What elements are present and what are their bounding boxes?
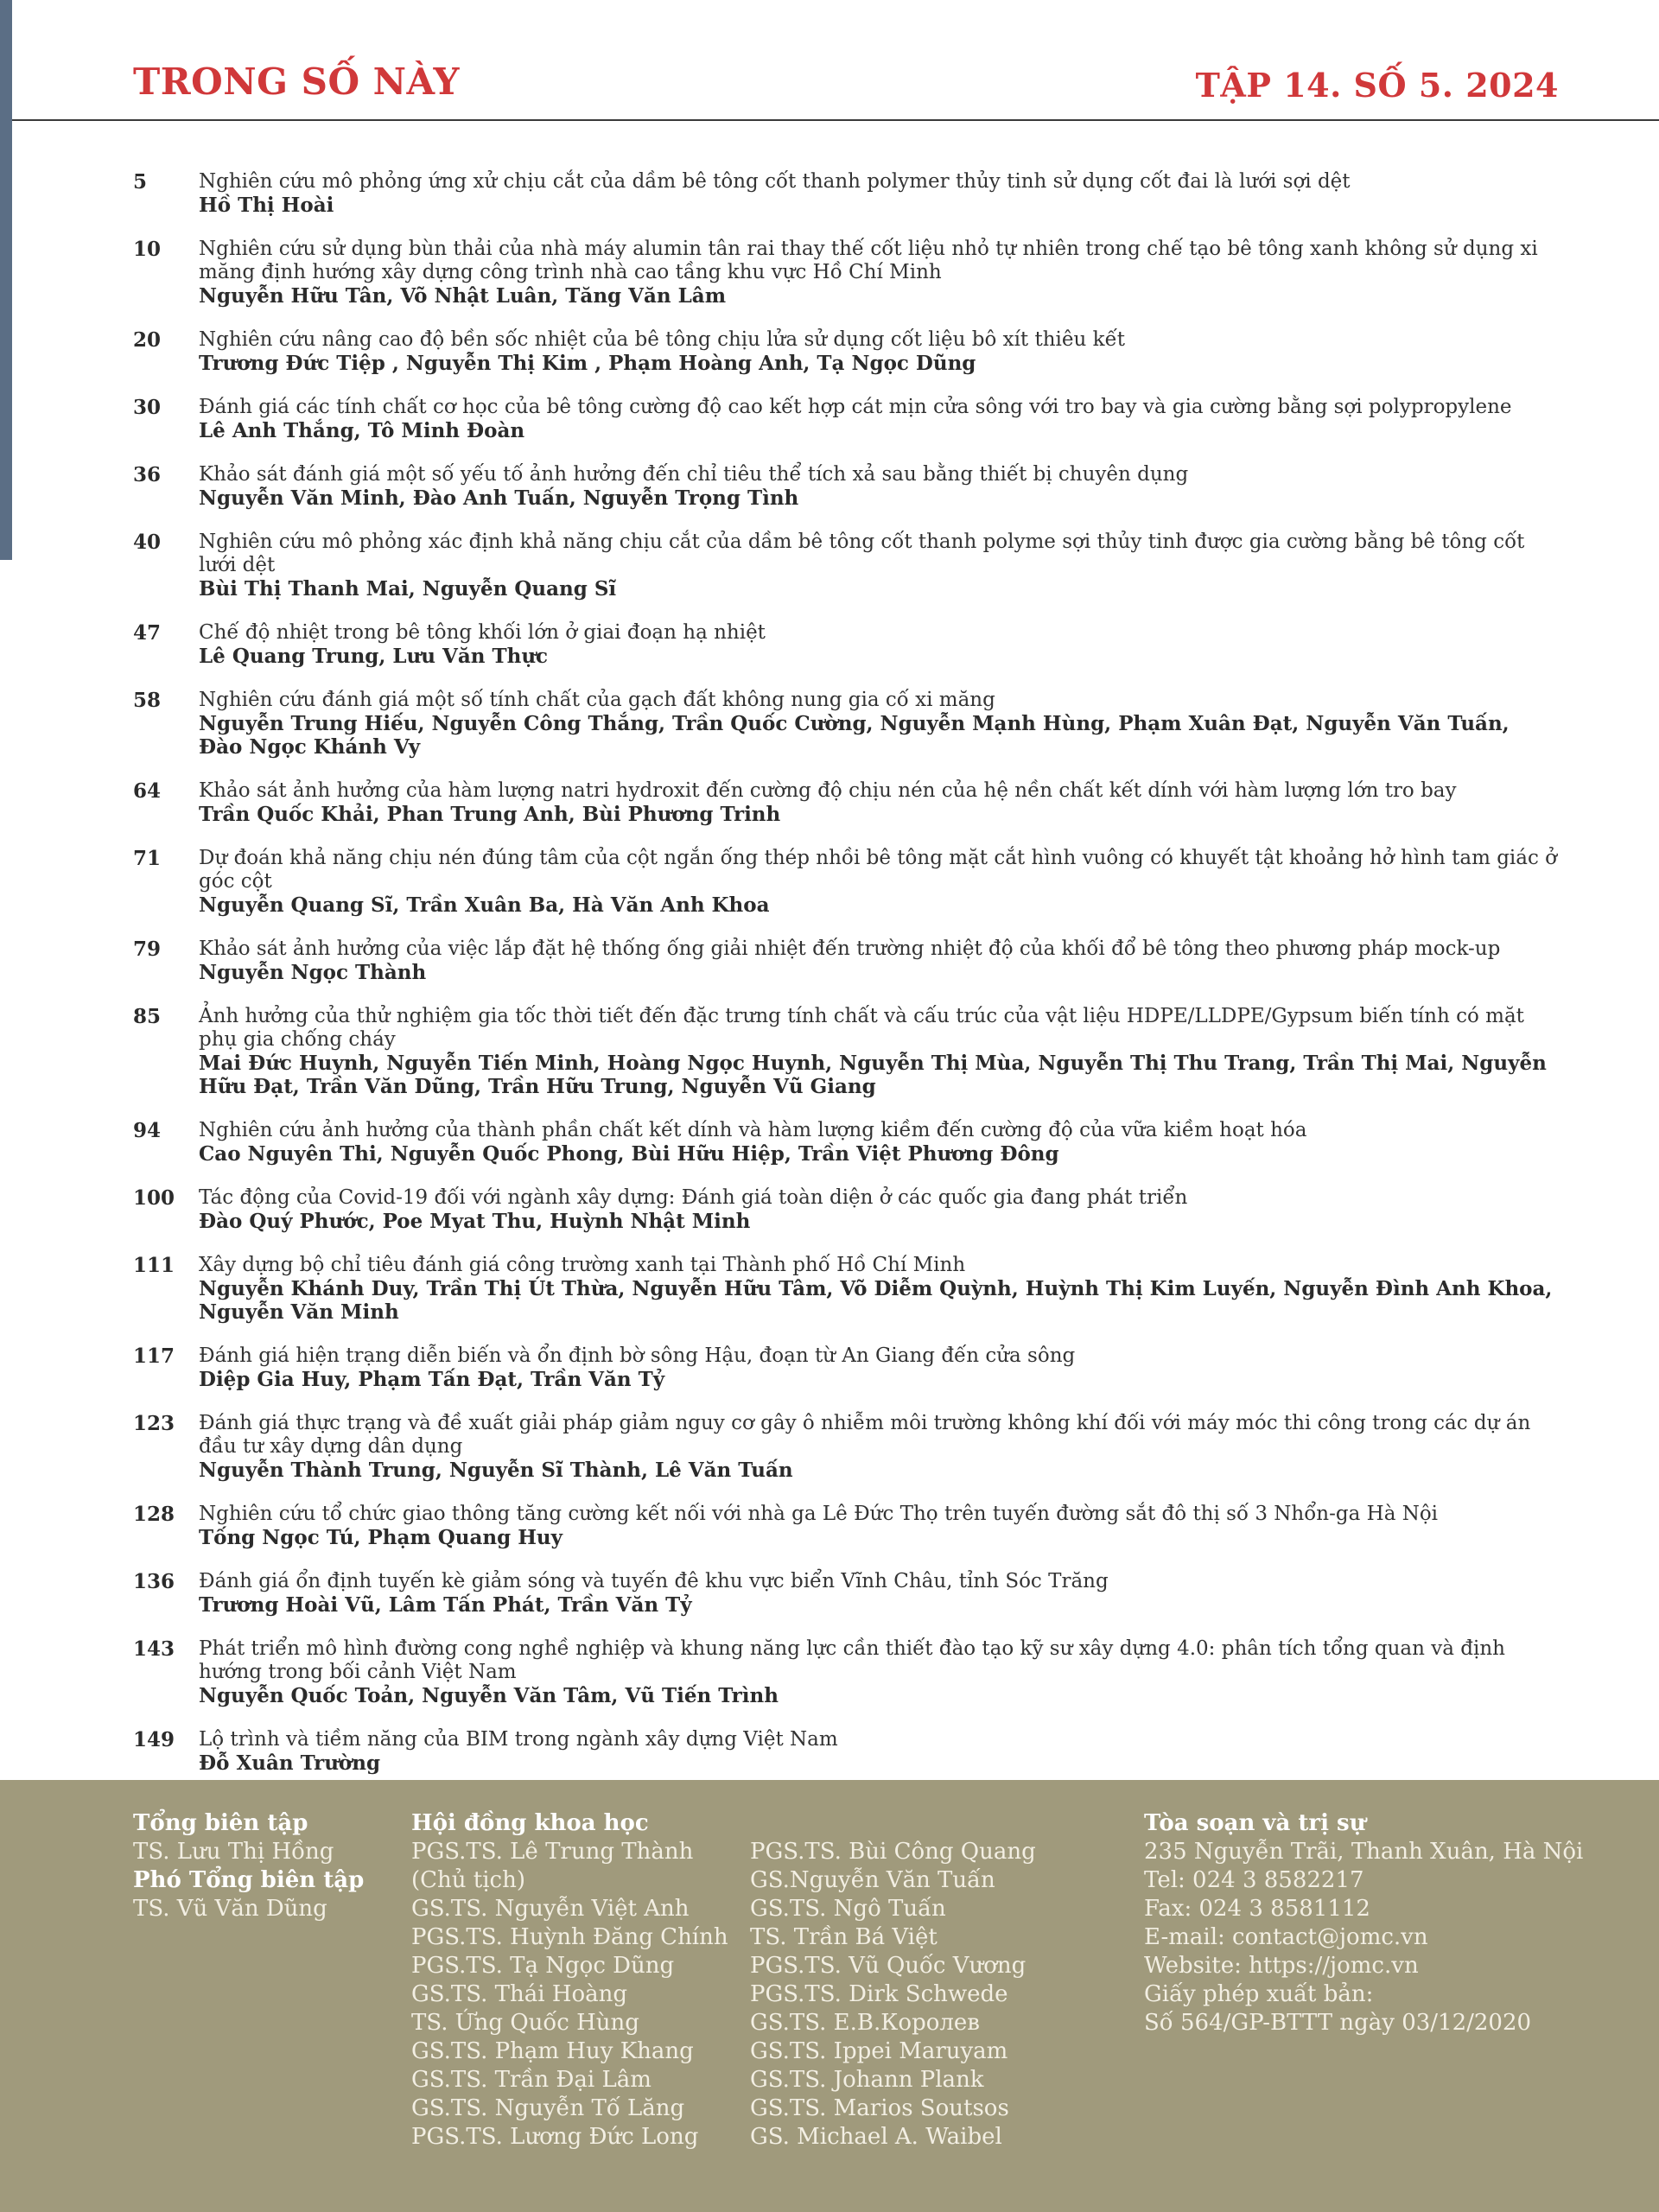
council-member: PGS.TS. Lê Trung Thành	[411, 1839, 694, 1865]
office-info-line: 235 Nguyễn Trãi, Thanh Xuân, Hà Nội	[1144, 1839, 1584, 1865]
office-info-line: Tel: 024 3 8582217	[1144, 1867, 1364, 1893]
toc-article-authors: Nguyễn Hữu Tân, Võ Nhật Luân, Tăng Văn Lâm	[199, 284, 727, 308]
toc-page-number: 136	[133, 1570, 175, 1593]
toc-article-authors: Mai Đức Huynh, Nguyễn Tiến Minh, Hoàng Ngọc Huynh, Nguyễn Thị Mùa, Nguyễn Thị Thu Trang, Trần Thị Mai, Nguyễn Hữu Đạt, Trần Văn Dũng, Trần Hữu Trung, Nguyễn Vũ Giang	[199, 1052, 1547, 1098]
toc-article-title: Đánh giá ổn định tuyến kè giảm sóng và tuyến đê khu vực biển Vĩnh Châu, tỉnh Sóc Trăng	[199, 1570, 1109, 1592]
toc-article-authors: Trương Đức Tiệp , Nguyễn Thị Kim , Phạm Hoàng Anh, Tạ Ngọc Dũng	[199, 352, 976, 375]
toc-article-title: Lộ trình và tiềm năng của BIM trong ngành xây dựng Việt Nam	[199, 1728, 838, 1751]
council-member: PGS.TS. Tạ Ngọc Dũng	[411, 1953, 675, 1979]
editors-column	[133, 1809, 364, 1923]
toc-article-title: Dự đoán khả năng chịu nén đúng tâm của cột ngắn ống thép nhồi bê tông mặt cắt hình vuông có khuyết tật khoảng hở hình tam giác ở góc cột	[199, 847, 1558, 893]
council-member: PGS.TS. Lương Đức Long	[411, 2124, 699, 2150]
toc-article-title: Nghiên cứu sử dụng bùn thải của nhà máy alumin tân rai thay thế cốt liệu nhỏ tự nhiên trong chế tạo bê tông xanh không sử dụng xi măng định hướng xây dựng công trình nhà cao tầng khu vực Hồ Chí Minh	[199, 238, 1538, 283]
toc-article-title: Nghiên cứu đánh giá một số tính chất của gạch đất không nung gia cố xi măng	[199, 689, 995, 711]
toc-article-title: Đánh giá thực trạng và đề xuất giải pháp giảm nguy cơ gây ô nhiễm môi trường không khí đối với máy móc thi công trong các dự án đầu tư xây dựng dân dụng	[199, 1412, 1531, 1458]
toc-entry	[133, 328, 1559, 375]
toc-entry	[133, 1412, 1559, 1482]
issue-label: TẬP 14. SỐ 5. 2024	[1195, 66, 1559, 105]
council-member: GS.TS. E.B.Королев	[750, 2010, 980, 2036]
toc-entry	[133, 1503, 1559, 1549]
toc-page-number: 143	[133, 1637, 175, 1661]
council-heading: Hội đồng khoa học	[411, 1810, 649, 1836]
toc-article-authors: Nguyễn Văn Minh, Đào Anh Tuấn, Nguyễn Trọng Tình	[199, 486, 799, 510]
toc-entry	[133, 1119, 1559, 1166]
toc-article-title: Nghiên cứu tổ chức giao thông tăng cường kết nối với nhà ga Lê Đức Thọ trên tuyến đường sắt đô thị số 3 Nhổn-ga Hà Nội	[199, 1503, 1439, 1525]
toc-entry	[133, 531, 1559, 601]
council-member: GS.TS. Thái Hoàng	[411, 1981, 628, 2007]
toc-article-title: Chế độ nhiệt trong bê tông khối lớn ở giai đoạn hạ nhiệt	[199, 621, 766, 644]
council-member: PGS.TS. Vũ Quốc Vương	[750, 1953, 1027, 1979]
council-member: GS.TS. Nguyễn Việt Anh	[411, 1896, 690, 1922]
toc-article-authors: Đào Quý Phước, Poe Myat Thu, Huỳnh Nhật Minh	[199, 1210, 751, 1233]
toc-article-title: Khảo sát đánh giá một số yếu tố ảnh hưởng đến chỉ tiêu thể tích xả sau bằng thiết bị chuyên dụng	[199, 463, 1189, 486]
toc-article-title: Nghiên cứu nâng cao độ bền sốc nhiệt của bê tông chịu lửa sử dụng cốt liệu bô xít thiêu kết	[199, 328, 1125, 351]
toc-page-number: 40	[133, 531, 162, 554]
toc-page-number: 5	[133, 170, 148, 194]
toc-article-authors: Nguyễn Quốc Toản, Nguyễn Văn Tâm, Vũ Tiến Trình	[199, 1684, 779, 1707]
council-column-2	[750, 1838, 1036, 2152]
toc-article-authors: Nguyễn Thành Trung, Nguyễn Sĩ Thành, Lê Văn Tuấn	[199, 1459, 793, 1482]
toc-entry	[133, 463, 1559, 510]
toc-page-number: 20	[133, 328, 162, 352]
toc-article-authors: Nguyễn Trung Hiếu, Nguyễn Công Thắng, Trần Quốc Cường, Nguyễn Mạnh Hùng, Phạm Xuân Đạt, Nguyễn Văn Tuấn, Đào Ngọc Khánh Vy	[199, 712, 1510, 759]
toc-page-number: 30	[133, 396, 162, 419]
council-member: GS.TS. Ngô Tuấn	[750, 1896, 946, 1922]
toc-page-number: 47	[133, 621, 162, 645]
toc-article-authors: Nguyễn Quang Sĩ, Trần Xuân Ba, Hà Văn Anh Khoa	[199, 893, 770, 917]
toc-entry	[133, 621, 1559, 668]
toc-entry	[133, 689, 1559, 759]
council-member: GS.TS. Trần Đại Lâm	[411, 2067, 652, 2093]
toc-article-authors: Nguyễn Khánh Duy, Trần Thị Út Thừa, Nguyễn Hữu Tâm, Võ Diễm Quỳnh, Huỳnh Thị Kim Luyến, Nguyễn Đình Anh Khoa, Nguyễn Văn Minh	[199, 1277, 1553, 1324]
council-member: PGS.TS. Dirk Schwede	[750, 1981, 1008, 2007]
office-info-line: E-mail: contact@jomc.vn	[1144, 1924, 1428, 1950]
toc-article-title: Phát triển mô hình đường cong nghề nghiệp và khung năng lực cần thiết đào tạo kỹ sư xây dựng 4.0: phân tích tổng quan và định hướng trong bối cảnh Việt Nam	[199, 1637, 1505, 1683]
toc-article-authors: Cao Nguyên Thi, Nguyễn Quốc Phong, Bùi Hữu Hiệp, Trần Việt Phương Đông	[199, 1142, 1059, 1166]
toc-entry	[133, 1254, 1559, 1324]
deputy-name: TS. Vũ Văn Dũng	[133, 1896, 327, 1922]
toc-article-title: Khảo sát ảnh hưởng của hàm lượng natri hydroxit đến cường độ chịu nén của hệ nền chất kết dính với hàm lượng lớn tro bay	[199, 779, 1457, 802]
toc-page-number: 123	[133, 1412, 175, 1435]
toc-entry	[133, 1637, 1559, 1707]
toc-article-authors: Trương Hoài Vũ, Lâm Tấn Phát, Trần Văn Tỷ	[199, 1593, 692, 1617]
toc-page-number: 36	[133, 463, 162, 486]
council-member: PGS.TS. Huỳnh Đăng Chính	[411, 1924, 728, 1950]
council-member: GS.TS. Johann Plank	[750, 2067, 984, 2093]
toc-page-number: 149	[133, 1728, 175, 1751]
page-header	[133, 60, 1559, 112]
toc-entry	[133, 1728, 1559, 1775]
toc-entry	[133, 1005, 1559, 1098]
office-heading: Tòa soạn và trị sự	[1144, 1810, 1366, 1836]
council-member: (Chủ tịch)	[411, 1867, 526, 1893]
toc-page-number: 111	[133, 1254, 175, 1277]
office-info-line: Giấy phép xuất bản:	[1144, 1981, 1374, 2007]
toc-entry	[133, 1344, 1559, 1391]
toc-article-title: Xây dựng bộ chỉ tiêu đánh giá công trường xanh tại Thành phố Hồ Chí Minh	[199, 1254, 966, 1276]
editor-name: TS. Lưu Thị Hồng	[133, 1839, 334, 1865]
council-member: TS. Trần Bá Việt	[750, 1924, 938, 1950]
toc-article-title: Đánh giá các tính chất cơ học của bê tông cường độ cao kết hợp cát mịn cửa sông với tro bay và gia cường bằng sợi polypropylene	[199, 396, 1512, 418]
toc-article-title: Nghiên cứu mô phỏng ứng xử chịu cắt của dầm bê tông cốt thanh polymer thủy tinh sử dụng cốt đai là lưới sợi dệt	[199, 170, 1351, 193]
toc-page-number: 64	[133, 779, 162, 803]
table-of-contents	[133, 170, 1559, 1796]
toc-article-authors: Đỗ Xuân Trường	[199, 1751, 381, 1775]
toc-article-authors: Lê Quang Trung, Lưu Văn Thực	[199, 645, 549, 668]
toc-article-authors: Hồ Thị Hoài	[199, 194, 334, 217]
council-member: PGS.TS. Bùi Công Quang	[750, 1839, 1036, 1865]
council-member: GS. Michael A. Waibel	[750, 2124, 1002, 2150]
section-title: TRONG SỐ NÀY	[133, 60, 461, 103]
toc-page-number: 94	[133, 1119, 162, 1142]
toc-entry	[133, 938, 1559, 984]
toc-entry	[133, 1570, 1559, 1617]
toc-entry	[133, 170, 1559, 217]
council-member: GS.Nguyễn Văn Tuấn	[750, 1867, 995, 1893]
office-info-line: Fax: 024 3 8581112	[1144, 1896, 1370, 1922]
toc-article-title: Nghiên cứu ảnh hưởng của thành phần chất kết dính và hàm lượng kiềm đến cường độ của vữa kiềm hoạt hóa	[199, 1119, 1307, 1141]
toc-entry	[133, 779, 1559, 826]
toc-article-authors: Nguyễn Ngọc Thành	[199, 961, 427, 984]
toc-article-authors: Lê Anh Thắng, Tô Minh Đoàn	[199, 419, 525, 442]
toc-article-authors: Trần Quốc Khải, Phan Trung Anh, Bùi Phương Trinh	[199, 803, 781, 826]
left-accent-bar	[0, 0, 12, 560]
council-member: GS.TS. Ippei Maruyam	[750, 2038, 1008, 2064]
toc-article-title: Nghiên cứu mô phỏng xác định khả năng chịu cắt của dầm bê tông cốt thanh polyme sợi thủy tinh được gia cường bằng bê tông cốt lưới dệt	[199, 531, 1525, 576]
toc-page-number: 117	[133, 1344, 175, 1368]
toc-page-number: 79	[133, 938, 162, 961]
toc-article-authors: Tống Ngọc Tú, Phạm Quang Huy	[199, 1526, 563, 1549]
toc-page-number: 58	[133, 689, 162, 712]
council-member: GS.TS. Nguyễn Tố Lăng	[411, 2095, 685, 2121]
header-rule	[12, 119, 1659, 121]
toc-article-title: Đánh giá hiện trạng diễn biến và ổn định bờ sông Hậu, đoạn từ An Giang đến cửa sông	[199, 1344, 1076, 1367]
toc-article-title: Tác động của Covid-19 đối với ngành xây dựng: Đánh giá toàn diện ở các quốc gia đang phát triển	[199, 1186, 1188, 1209]
toc-page-number: 100	[133, 1186, 175, 1210]
toc-entry	[133, 238, 1559, 308]
council-member: GS.TS. Marios Soutsos	[750, 2095, 1009, 2121]
editorial-footer	[0, 1780, 1659, 2212]
office-column	[1144, 1809, 1583, 2037]
deputy-heading: Phó Tổng biên tập	[133, 1867, 365, 1893]
toc-page-number: 71	[133, 847, 162, 870]
toc-article-title: Ảnh hưởng của thử nghiệm gia tốc thời tiết đến đặc trưng tính chất và cấu trúc của vật liệu HDPE/LLDPE/Gypsum biến tính có mặt phụ gia chống cháy	[199, 1005, 1524, 1051]
council-member: GS.TS. Phạm Huy Khang	[411, 2038, 694, 2064]
toc-article-title: Khảo sát ảnh hưởng của việc lắp đặt hệ thống ống giải nhiệt đến trường nhiệt độ của khối đổ bê tông theo phương pháp mock-up	[199, 938, 1501, 960]
toc-page-number: 128	[133, 1503, 175, 1526]
toc-article-authors: Bùi Thị Thanh Mai, Nguyễn Quang Sĩ	[199, 577, 617, 601]
toc-article-authors: Diệp Gia Huy, Phạm Tấn Đạt, Trần Văn Tỷ	[199, 1368, 665, 1391]
toc-entry	[133, 1186, 1559, 1233]
council-column-1	[411, 1809, 728, 2152]
toc-page-number: 85	[133, 1005, 162, 1028]
office-info-line: Số 564/GP-BTTT ngày 03/12/2020	[1144, 2010, 1532, 2036]
toc-entry	[133, 396, 1559, 442]
toc-entry	[133, 847, 1559, 917]
office-info-line: Website: https://jomc.vn	[1144, 1953, 1419, 1979]
editor-heading: Tổng biên tập	[133, 1810, 308, 1836]
council-member: TS. Ứng Quốc Hùng	[411, 2010, 639, 2036]
toc-page-number: 10	[133, 238, 162, 261]
